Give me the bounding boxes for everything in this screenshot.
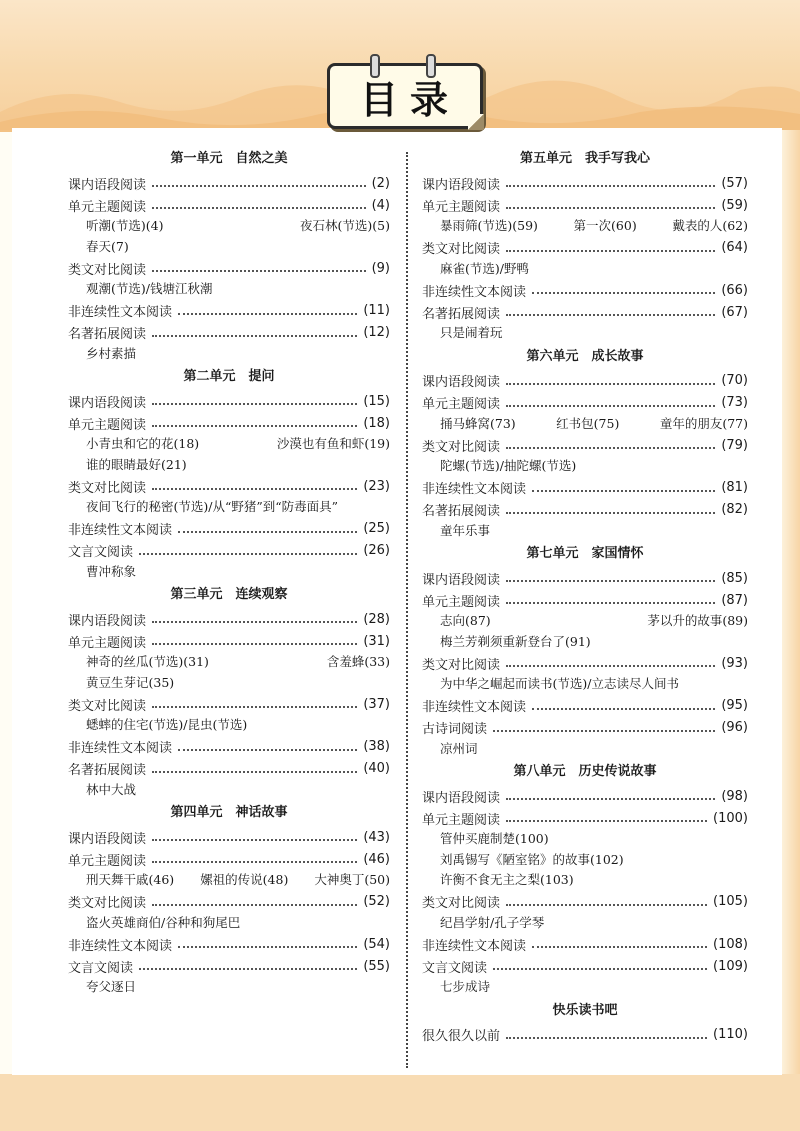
page-number: (98) [721, 788, 748, 804]
page-number: (79) [721, 437, 748, 453]
article-title[interactable]: 嫘祖的传说(48) [200, 872, 289, 887]
article-list [68, 652, 390, 673]
article-title[interactable]: 蟋蟀的住宅(节选)/昆虫(节选) [86, 717, 248, 732]
dot-leader [152, 425, 357, 427]
article-list [68, 434, 390, 455]
dot-leader [152, 335, 357, 337]
entry-label: 名著拓展阅读 [68, 763, 147, 778]
article-list [68, 673, 390, 694]
toc-entry[interactable] [422, 891, 748, 913]
toc-entry[interactable] [68, 826, 390, 848]
article-title[interactable]: 童年的朋友(77) [659, 415, 748, 431]
entry-label: 文言文阅读 [68, 960, 134, 976]
dot-leader [178, 313, 357, 315]
toc-entry[interactable] [422, 807, 748, 829]
title-card [327, 63, 483, 129]
toc-entry[interactable] [68, 933, 390, 955]
toc-entry[interactable] [68, 848, 390, 870]
dot-leader [152, 643, 357, 645]
article-list [68, 977, 390, 998]
toc-entry[interactable] [422, 567, 748, 589]
entry-label: 单元主题阅读 [68, 199, 147, 215]
unit-title: 第四单元 神话故事 [170, 805, 288, 820]
page-number: (66) [721, 282, 748, 298]
dot-leader [152, 403, 357, 405]
entry-label: 课内语段阅读 [68, 831, 147, 847]
entry-label: 单元主题阅读 [422, 594, 501, 610]
unit-title: 第五单元 我手写我心 [519, 151, 650, 166]
page-number: (59) [721, 197, 748, 213]
page-number: (105) [713, 894, 748, 909]
dot-leader [506, 405, 715, 407]
dot-leader [506, 1037, 707, 1039]
page-number: (110) [713, 1027, 748, 1042]
entry-label: 文言文阅读 [422, 960, 488, 976]
dot-leader [152, 861, 357, 863]
article-title[interactable]: 黄豆生芽记(35) [86, 674, 175, 690]
toc-entry[interactable] [422, 279, 748, 301]
column-divider [406, 152, 408, 1068]
toc-entry[interactable] [422, 652, 748, 674]
toc-entry[interactable] [68, 300, 390, 322]
toc-entry[interactable] [68, 540, 390, 562]
article-title[interactable]: 茅以升的故事(89) [647, 613, 748, 628]
toc-entry[interactable] [422, 499, 748, 521]
toc-entry[interactable] [422, 237, 748, 259]
page-number: (18) [363, 415, 390, 431]
article-list [68, 455, 390, 476]
page-number: (54) [363, 936, 390, 952]
article-title[interactable]: 捅马蜂窝(73) [440, 415, 516, 431]
article-list [422, 323, 748, 344]
article-list [422, 521, 748, 542]
toc-entry[interactable] [422, 1024, 748, 1046]
article-title[interactable]: 沙漠也有鱼和虾(19) [276, 436, 390, 451]
article-list [422, 870, 748, 891]
entry-label: 非连续性文本阅读 [422, 284, 527, 300]
entry-label: 类文对比阅读 [68, 698, 147, 714]
unit-title: 第七单元 家国情怀 [526, 546, 644, 561]
entry-label: 古诗词阅读 [422, 722, 488, 737]
toc-entry[interactable] [422, 301, 748, 323]
dot-leader [152, 706, 357, 708]
article-title[interactable]: 小青虫和它的花(18) [86, 436, 200, 451]
article-title[interactable]: 麻雀(节选)/野鸭 [440, 260, 529, 276]
entry-label: 课内语段阅读 [422, 790, 501, 806]
toc-entry[interactable] [68, 257, 390, 279]
page-title: 目录 [359, 77, 460, 122]
toc-entry[interactable] [422, 695, 748, 717]
article-list [68, 870, 390, 891]
entry-label: 非连续性文本阅读 [68, 523, 173, 538]
unit-title: 快乐读书吧 [552, 1002, 618, 1018]
page-number: (87) [721, 592, 748, 608]
article-list [422, 674, 748, 695]
article-title[interactable]: 含羞蜂(33) [326, 654, 390, 669]
page-number: (96) [721, 720, 748, 735]
page-number: (15) [363, 393, 390, 409]
entry-label: 类文对比阅读 [422, 242, 501, 257]
article-list [68, 279, 390, 300]
toc-entry[interactable] [68, 891, 390, 913]
toc-entry[interactable] [68, 390, 390, 412]
article-title[interactable]: 志向(87) [440, 613, 491, 628]
dot-leader [532, 292, 715, 294]
page-number: (55) [363, 958, 390, 974]
entry-label: 非连续性文本阅读 [422, 700, 527, 715]
article-list [422, 977, 748, 998]
article-title[interactable]: 陀螺(节选)/抽陀螺(节选) [440, 458, 577, 473]
page-edge [782, 130, 800, 1080]
entry-label: 类文对比阅读 [422, 896, 501, 911]
dot-leader [493, 730, 715, 732]
entry-label: 课内语段阅读 [422, 177, 501, 193]
article-list [68, 913, 390, 934]
dot-leader [178, 946, 357, 948]
entry-label: 单元主题阅读 [68, 853, 147, 869]
page-number: (108) [713, 936, 748, 952]
dot-leader [532, 490, 715, 492]
toc-entry[interactable] [422, 172, 748, 194]
toc-entry[interactable] [68, 608, 390, 630]
dot-leader [506, 512, 715, 514]
toc-entry[interactable] [68, 758, 390, 780]
entry-label: 类文对比阅读 [68, 262, 147, 278]
unit-title: 第六单元 成长故事 [526, 348, 644, 364]
footer-band [0, 1074, 800, 1131]
toc-right-column [422, 146, 748, 1046]
entry-label: 单元主题阅读 [68, 417, 147, 433]
entry-label: 单元主题阅读 [422, 199, 501, 215]
article-list [68, 562, 390, 583]
entry-label: 课内语段阅读 [422, 572, 501, 588]
article-list [422, 739, 748, 760]
article-list [422, 611, 748, 632]
article-title[interactable]: 梅兰芳剃须重新登台了(91) [440, 633, 591, 649]
page-number: (43) [363, 829, 390, 845]
page-number: (67) [721, 304, 748, 320]
article-title[interactable]: 听潮(节选)(4) [86, 218, 164, 233]
page-number: (31) [363, 633, 390, 649]
article-title[interactable]: 纪昌学射/孔子学琴 [440, 914, 545, 930]
article-title[interactable]: 谁的眼睛最好(21) [86, 456, 187, 472]
dot-leader [493, 968, 707, 970]
dot-leader [506, 904, 707, 906]
binder-ring-icon [370, 54, 380, 78]
entry-label: 单元主题阅读 [422, 812, 501, 828]
toc-entry[interactable] [68, 736, 390, 758]
dot-leader [532, 946, 707, 948]
page-number: (25) [363, 521, 390, 536]
article-title[interactable]: 夜石林(节选)(5) [300, 218, 390, 233]
page-number: (70) [721, 373, 748, 388]
page-number: (2) [371, 175, 390, 191]
toc-entry[interactable] [68, 172, 390, 194]
article-title[interactable]: 盗火英雄商伯/谷种和狗尾巴 [86, 914, 241, 930]
dot-leader [178, 531, 357, 533]
entry-label: 非连续性文本阅读 [68, 938, 173, 954]
dot-leader [506, 602, 715, 604]
dot-leader [532, 708, 715, 710]
entry-label: 类文对比阅读 [68, 480, 147, 496]
dot-leader [152, 270, 366, 272]
article-list [68, 497, 390, 518]
article-list [68, 344, 390, 365]
article-title[interactable]: 春天(7) [86, 238, 129, 254]
unit-title: 第二单元 提问 [183, 369, 275, 384]
article-list [422, 850, 748, 871]
article-title[interactable]: 夜间飞行的秘密(节选)/从“野猪”到“防毒面具” [86, 499, 339, 514]
page-number: (109) [713, 958, 748, 974]
entry-label: 课内语段阅读 [68, 613, 147, 629]
page-curl-icon [468, 114, 484, 130]
article-list [422, 456, 748, 477]
page-number: (52) [363, 894, 390, 909]
toc-entry[interactable] [68, 955, 390, 977]
article-list [422, 913, 748, 934]
dot-leader [152, 207, 366, 209]
article-title[interactable]: 红书包(75) [556, 415, 620, 431]
page-number: (40) [363, 761, 390, 776]
entry-label: 课内语段阅读 [422, 375, 501, 390]
article-list [68, 780, 390, 801]
toc-entry[interactable] [68, 518, 390, 540]
page-number: (28) [363, 611, 390, 627]
entry-label: 非连续性文本阅读 [68, 741, 173, 756]
entry-label: 课内语段阅读 [68, 395, 147, 411]
article-title[interactable]: 只是闹着玩 [440, 325, 503, 340]
article-title[interactable]: 大神奥丁(50) [314, 872, 390, 887]
toc-entry[interactable] [422, 477, 748, 499]
toc-entry[interactable] [422, 955, 748, 977]
article-title[interactable]: 神奇的丝瓜(节选)(31) [86, 654, 209, 669]
toc-entry[interactable] [422, 392, 748, 414]
entry-label: 非连续性文本阅读 [68, 305, 173, 320]
toc-entry[interactable] [422, 717, 748, 739]
dot-leader [506, 447, 715, 449]
entry-label: 单元主题阅读 [68, 635, 147, 651]
entry-label: 名著拓展阅读 [422, 306, 501, 322]
article-title[interactable]: 许衡不食无主之梨(103) [440, 872, 574, 887]
article-list [422, 259, 748, 280]
article-title[interactable]: 林中大战 [86, 781, 137, 797]
entry-label: 课内语段阅读 [68, 177, 147, 193]
dot-leader [506, 185, 715, 187]
toc-entry[interactable] [68, 475, 390, 497]
toc-entry[interactable] [68, 693, 390, 715]
article-title[interactable]: 夸父逐日 [86, 979, 137, 994]
page-number: (23) [363, 478, 390, 494]
article-title[interactable]: 凉州词 [440, 740, 478, 756]
page-number: (12) [363, 325, 390, 340]
unit-title: 第八单元 历史传说故事 [513, 764, 657, 779]
binder-ring-icon [426, 54, 436, 78]
article-title[interactable]: 管仲买鹿制楚(100) [440, 831, 549, 846]
article-list [68, 715, 390, 736]
page-number: (73) [721, 395, 748, 410]
toc-entry[interactable] [68, 412, 390, 434]
entry-label: 类文对比阅读 [422, 657, 501, 673]
toc-entry[interactable] [422, 589, 748, 611]
article-title[interactable]: 暴雨筛(节选)(59) [440, 218, 538, 233]
article-title[interactable]: 刑天舞干戚(46) [86, 872, 175, 887]
article-title[interactable]: 刘禹锡写《陋室铭》的故事(102) [440, 851, 624, 867]
dot-leader [506, 314, 715, 316]
article-title[interactable]: 七步成诗 [440, 979, 491, 994]
article-title[interactable]: 观潮(节选)/钱塘江秋潮 [86, 281, 213, 296]
page-number: (57) [721, 175, 748, 191]
dot-leader [506, 207, 715, 209]
toc-entry[interactable] [68, 322, 390, 344]
entry-label: 文言文阅读 [68, 545, 134, 560]
article-title[interactable]: 第一次(60) [573, 218, 637, 233]
entry-label: 类文对比阅读 [422, 439, 501, 455]
toc-entry[interactable] [422, 785, 748, 807]
entry-label: 名著拓展阅读 [68, 327, 147, 342]
page-number: (4) [371, 197, 390, 213]
toc-entry[interactable] [68, 194, 390, 216]
toc-entry[interactable] [422, 434, 748, 456]
entry-label: 单元主题阅读 [422, 397, 501, 412]
entry-label: 类文对比阅读 [68, 896, 147, 911]
dot-leader [152, 904, 357, 906]
dot-leader [506, 383, 715, 385]
article-title[interactable]: 乡村素描 [86, 345, 137, 361]
toc-entry[interactable] [422, 933, 748, 955]
page-number: (11) [363, 303, 390, 318]
dot-leader [178, 749, 357, 751]
page-number: (37) [363, 696, 390, 712]
article-list [422, 829, 748, 850]
dot-leader [152, 621, 357, 623]
entry-label: 非连续性文本阅读 [422, 938, 527, 954]
toc-entry[interactable] [422, 194, 748, 216]
page-number: (81) [721, 480, 748, 495]
page-number: (95) [721, 698, 748, 713]
article-list [68, 237, 390, 258]
dot-leader [506, 798, 715, 800]
article-title[interactable]: 戴表的人(62) [672, 218, 748, 233]
page-number: (46) [363, 851, 390, 867]
page-number: (64) [721, 240, 748, 255]
article-list [422, 216, 748, 237]
dot-leader [506, 820, 707, 822]
dot-leader [152, 488, 357, 490]
article-list [68, 216, 390, 237]
dot-leader [152, 185, 366, 187]
dot-leader [506, 580, 715, 582]
toc-entry[interactable] [422, 370, 748, 392]
dot-leader [506, 250, 715, 252]
unit-title: 第一单元 自然之美 [170, 151, 288, 166]
page-number: (82) [721, 502, 748, 517]
dot-leader [152, 771, 357, 773]
page-number: (26) [363, 543, 390, 558]
page-number: (100) [713, 810, 748, 826]
page-number: (9) [371, 260, 390, 276]
article-list [422, 632, 748, 653]
page-number: (93) [721, 655, 748, 671]
entry-label: 很久很久以前 [422, 1029, 501, 1044]
unit-title: 第三单元 连续观察 [170, 587, 288, 602]
dot-leader [139, 968, 357, 970]
dot-leader [506, 665, 715, 667]
article-title[interactable]: 为中华之崛起而读书(节选)/立志读尽人间书 [440, 676, 679, 691]
page-number: (85) [721, 570, 748, 586]
entry-label: 名著拓展阅读 [422, 504, 501, 519]
article-title[interactable]: 曹冲称象 [86, 563, 137, 579]
toc-entry[interactable] [68, 630, 390, 652]
article-title[interactable]: 童年乐事 [440, 522, 491, 538]
dot-leader [152, 839, 357, 841]
article-list [422, 414, 748, 435]
toc-left-column [68, 146, 390, 998]
entry-label: 非连续性文本阅读 [422, 482, 527, 497]
dot-leader [139, 553, 357, 555]
page-number: (38) [363, 739, 390, 754]
